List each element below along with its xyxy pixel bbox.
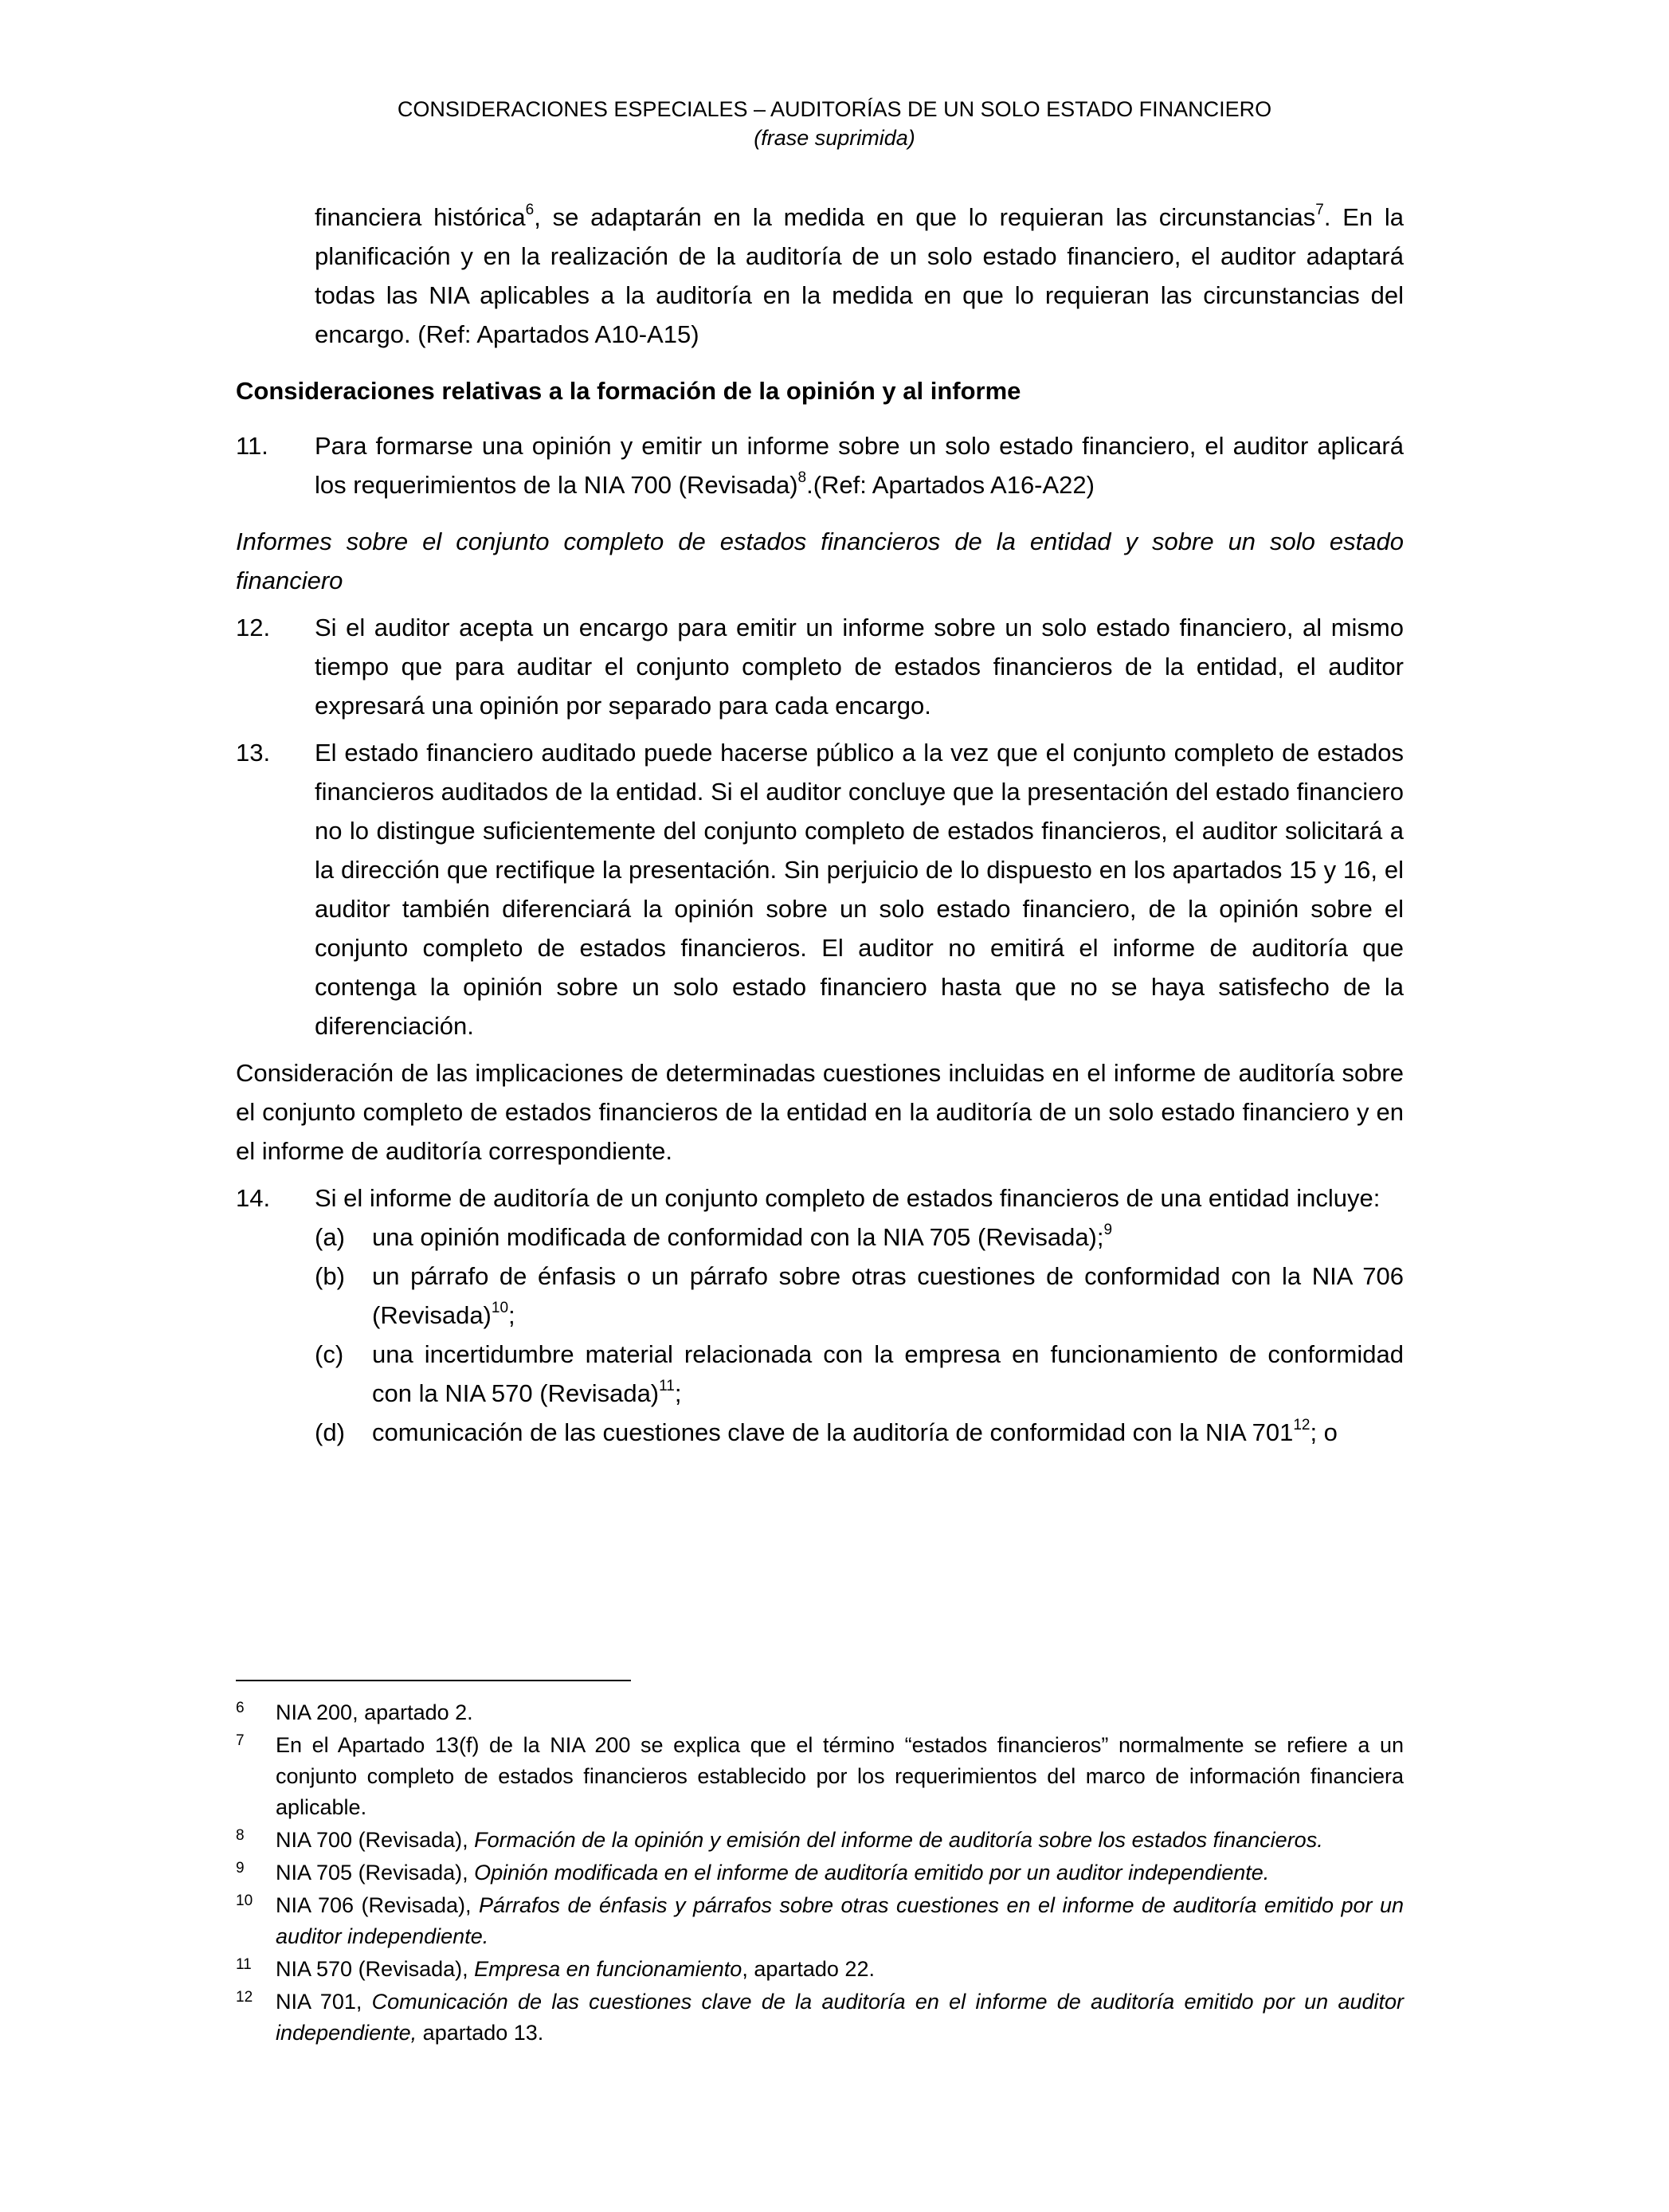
footnote-number: 7 — [236, 1732, 245, 1749]
footnote-number: 10 — [236, 1892, 253, 1909]
list-label: (b) — [315, 1262, 345, 1290]
footnote-ref-9[interactable]: 9 — [1103, 1221, 1113, 1238]
footnotes — [236, 1697, 1404, 2050]
footnote-8: 8 NIA 700 (Revisada), Formación de la opinión y emisión del informe de auditoría sobre los estados financieros. — [236, 1825, 1404, 1856]
paragraph-number: 11. — [236, 432, 268, 460]
paragraph-11: 11. Para formarse una opinión y emitir un informe sobre un solo estado financiero, el auditor aplicará los requerimientos de la NIA 700 (Revisada)$^8$.(Ref: Apartados A16-A22) — [236, 426, 1404, 504]
list-item-a: (a) una opinión modificada de conformidad con la NIA 705 (Revisada);$^9$ — [236, 1218, 1404, 1257]
footnote-9: 9 NIA 705 (Revisada), Opinión modificada en el informe de auditoría emitido por un auditor independiente. — [236, 1857, 1404, 1888]
list-label: (a) — [315, 1223, 345, 1251]
footnote-number: 6 — [236, 1700, 245, 1716]
footnote-11: 11 NIA 570 (Revisada), Empresa en funcionamiento, apartado 22. — [236, 1954, 1404, 1985]
footnote-ref-8[interactable]: 8 — [797, 469, 807, 486]
paragraph-number: 14. — [236, 1184, 271, 1212]
running-header-subtitle: (frase suprimida) — [754, 126, 915, 150]
paragraph-12: 12. Si el auditor acepta un encargo para emitir un informe sobre un solo estado financiero, al mismo tiempo que para auditar el conjunto completo de estados financieros de la entidad, el auditor expresará una opinión por separado para cada encargo. — [236, 608, 1404, 725]
footnote-number: 9 — [236, 1860, 245, 1877]
footnote-ref-6[interactable]: 6 — [525, 201, 535, 218]
footnote-10: 10 NIA 706 (Revisada), Párrafos de énfasis y párrafos sobre otras cuestiones en el informe de auditoría emitido por un auditor independiente. — [236, 1890, 1404, 1952]
footnote-ref-10[interactable]: 10 — [491, 1299, 509, 1316]
footnote-number: 11 — [236, 1956, 252, 1973]
section-heading: Consideraciones relativas a la formación de la opinión y al informe — [236, 377, 1021, 405]
paragraph-14: 14. Si el informe de auditoría de un conjunto completo de estados financieros de una entidad incluye: — [236, 1179, 1404, 1218]
footnote-12: 12 NIA 701, Comunicación de las cuestiones clave de la auditoría en el informe de auditoría emitido por un auditor independiente, apartado 13. — [236, 1986, 1404, 2049]
list-item-c: (c) una incertidumbre material relacionada con la empresa en funcionamiento de conformidad con la NIA 570 (Revisada)$^{11}$; — [236, 1335, 1404, 1413]
footnote-number: 8 — [236, 1827, 245, 1844]
running-header-title: CONSIDERACIONES ESPECIALES – AUDITORÍAS DE UN SOLO ESTADO FINANCIERO — [397, 97, 1272, 121]
paragraph-number: 12. — [236, 614, 271, 641]
footnote-ref-7[interactable]: 7 — [1315, 201, 1324, 218]
footnote-7: 7 En el Apartado 13(f) de la NIA 200 se explica que el término “estados financieros” normalmente se refiere a un conjunto completo de estados financieros establecido por los requerimientos del marco de información financiera aplicable. — [236, 1730, 1404, 1823]
paragraph-number: 13. — [236, 739, 271, 767]
footnote-separator — [236, 1680, 631, 1681]
list-item-b: (b) un párrafo de énfasis o un párrafo sobre otras cuestiones de conformidad con la NIA 706 (Revisada)$^{10}$; — [236, 1257, 1404, 1335]
paragraph-consideration: Consideración de las implicaciones de determinadas cuestiones incluidas en el informe de auditoría sobre el conjunto completo de estados financieros de la entidad en la auditoría de un solo estado financiero y en el informe de auditoría correspondiente. — [236, 1059, 1404, 1165]
italic-subheading: Informes sobre el conjunto completo de estados financieros de la entidad y sobre un solo estado financiero — [236, 528, 1404, 594]
list-label: (c) — [315, 1340, 344, 1368]
paragraph-13: 13. El estado financiero auditado puede hacerse público a la vez que el conjunto completo de estados financieros auditados de la entidad. Si el auditor concluye que la presentación del estado financiero no lo distingue suficientemente del conjunto completo de estados financieros, el auditor solicitará a la dirección que rectifique la presentación. Sin perjuicio de lo dispuesto en los apartados 15 y 16, el auditor también diferenciará la opinión sobre un solo estado financiero, de la opinión sobre el conjunto completo de estados financieros. El auditor no emitirá el informe de auditoría que contenga la opinión sobre un solo estado financiero hasta que no se haya satisfecho de la diferenciación. — [236, 733, 1404, 1045]
list-item-d: (d) comunicación de las cuestiones clave de la auditoría de conformidad con la NIA $701^{12}$; o — [236, 1413, 1404, 1452]
footnote-6: 6 NIA 200, apartado 2. — [236, 1697, 1404, 1728]
main-text — [236, 198, 1404, 1452]
paragraph-continuation: financiera histórica$^6$, se adaptarán en la medida en que lo requieran las circunstancias$^7$. En la planificación y en la realización de la auditoría de un solo estado financiero, el auditor adaptará todas las NIA aplicables a la auditoría en la medida en que lo requieran las circunstancias del encargo. (Ref: Apartados A10-A15) — [315, 201, 1404, 348]
list-label: (d) — [315, 1418, 345, 1446]
footnote-ref-11[interactable]: 11 — [659, 1377, 675, 1394]
footnote-ref-12[interactable]: 12 — [1293, 1416, 1311, 1433]
footnote-number: 12 — [236, 1989, 253, 2006]
